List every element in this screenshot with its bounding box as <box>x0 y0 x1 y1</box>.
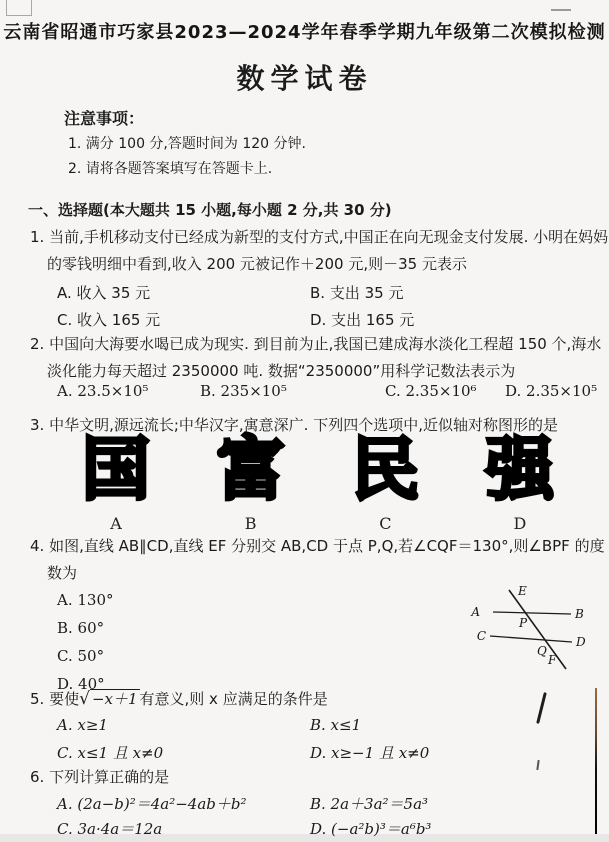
figure-label-P: P <box>519 616 528 630</box>
notice-item: 2. 请将各题答案填写在答题卡上. <box>68 161 273 177</box>
q5-text-suffix: 有意义,则 x 应满足的条件是 <box>139 690 328 708</box>
figure-label-C: C <box>476 629 486 643</box>
q3-choice-d <box>474 430 566 533</box>
q6-option-d: D. (−a²b)³＝a⁶b³ <box>310 820 432 838</box>
q2-option-c: C. 2.35×10⁶ <box>385 382 477 400</box>
q1-option-b: B. 支出 35 元 <box>310 284 404 302</box>
radicand: −x＋1 <box>91 690 138 708</box>
q3-choice-a <box>70 430 162 533</box>
question-5-options <box>57 712 577 766</box>
figure-label-B: B <box>575 607 584 621</box>
page-edge-line <box>595 688 597 834</box>
scan-line-artifact <box>551 9 571 11</box>
q2-option-a: A. 23.5×10⁵ <box>57 382 149 400</box>
figure-label-F: F <box>548 653 557 667</box>
q3-label-a: A <box>110 514 122 533</box>
q4-option-d: D. 40° <box>57 675 105 693</box>
q3-glyph-a: 国 <box>81 431 150 510</box>
scan-corner-artifact <box>6 0 32 16</box>
q4-option-a: A. 130° <box>57 591 114 609</box>
q6-option-a: A. (2a−b)²＝4a²−4ab＋b² <box>57 795 247 813</box>
q5-option-a: A. x≥1 <box>57 716 108 734</box>
q1-option-a: A. 收入 35 元 <box>57 284 151 302</box>
square-root-expression <box>79 686 139 712</box>
q4-parallel-lines-figure <box>452 582 604 688</box>
line-CD <box>490 636 572 642</box>
q5-option-d: D. x≥−1 且 x≠0 <box>310 744 430 762</box>
question-6-text: 6. 下列计算正确的是 <box>30 768 170 786</box>
question-2-text: 2. 中国向大海要水喝已成为现实. 到目前为止,我国已建成海水淡化工程超 150 个,海水淡化能力每天超过 2350000 吨. 数据“2350000”用科学记数法表示为 <box>30 335 602 380</box>
q3-label-b: B <box>244 514 257 533</box>
question-3-text: 3. 中华文明,源远流长;中华汉字,寓意深广. 下列四个选项中,近似轴对称图形的是 <box>30 416 558 434</box>
exam-title: 云南省昭通市巧家县2023—2024学年春季学期九年级第二次模拟检测 <box>3 22 606 43</box>
q3-label-c: C <box>379 514 392 533</box>
question-1-text: 1. 当前,手机移动支付已经成为新型的支付方式,中国正在向无现金支付发展. 小明在妈妈的零钱明细中看到,收入 200 元被记作＋200 元,则－35 元表示 <box>30 228 609 273</box>
q3-choice-c <box>339 430 431 533</box>
question-1-options <box>57 280 577 333</box>
q4-option-b: B. 60° <box>57 619 105 637</box>
figure-label-E: E <box>518 584 527 598</box>
section-heading: 一、选择题(本大题共 15 小题,每小题 2 分,共 30 分) <box>28 201 392 219</box>
q1-option-d: D. 支出 165 元 <box>310 311 415 329</box>
q3-glyph-b: 富 <box>216 431 285 510</box>
line-AB <box>493 612 571 614</box>
radical-sign: √ <box>79 689 90 709</box>
q5-option-b: B. x≤1 <box>310 716 362 734</box>
q6-option-c: C. 3a·4a＝12a <box>57 820 163 838</box>
figure-label-A: A <box>471 605 480 619</box>
figure-label-D: D <box>576 635 586 649</box>
question-6-options <box>57 792 577 842</box>
q5-option-c: C. x≤1 且 x≠0 <box>57 744 164 762</box>
q4-option-c: C. 50° <box>57 647 105 665</box>
q2-option-d: D. 2.35×10⁵ <box>505 382 598 400</box>
question-5-text <box>30 686 590 712</box>
notice-item: 1. 满分 100 分,答题时间为 120 分钟. <box>68 136 306 152</box>
figure-label-Q: Q <box>537 644 547 658</box>
q6-option-b: B. 2a＋3a²＝5a³ <box>310 795 429 813</box>
question-4-text: 4. 如图,直线 AB∥CD,直线 EF 分别交 AB,CD 于点 P,Q,若∠CQF＝130°,则∠BPF 的度数为 <box>30 537 605 582</box>
q3-choice-b <box>205 430 297 533</box>
exam-subtitle: 数学试卷 <box>236 62 373 95</box>
question-2-options <box>0 382 609 406</box>
q1-option-c: C. 收入 165 元 <box>57 311 161 329</box>
q3-label-d: D <box>513 514 527 533</box>
q5-text-prefix: 5. 要使 <box>30 690 80 708</box>
notice-heading: 注意事项： <box>64 109 145 128</box>
q3-glyph-d: 强 <box>485 431 554 510</box>
q2-option-b: B. 235×10⁵ <box>200 382 287 400</box>
question-4-options <box>57 586 114 698</box>
q3-glyph-c: 民 <box>351 431 420 510</box>
question-3-choices <box>70 430 566 533</box>
